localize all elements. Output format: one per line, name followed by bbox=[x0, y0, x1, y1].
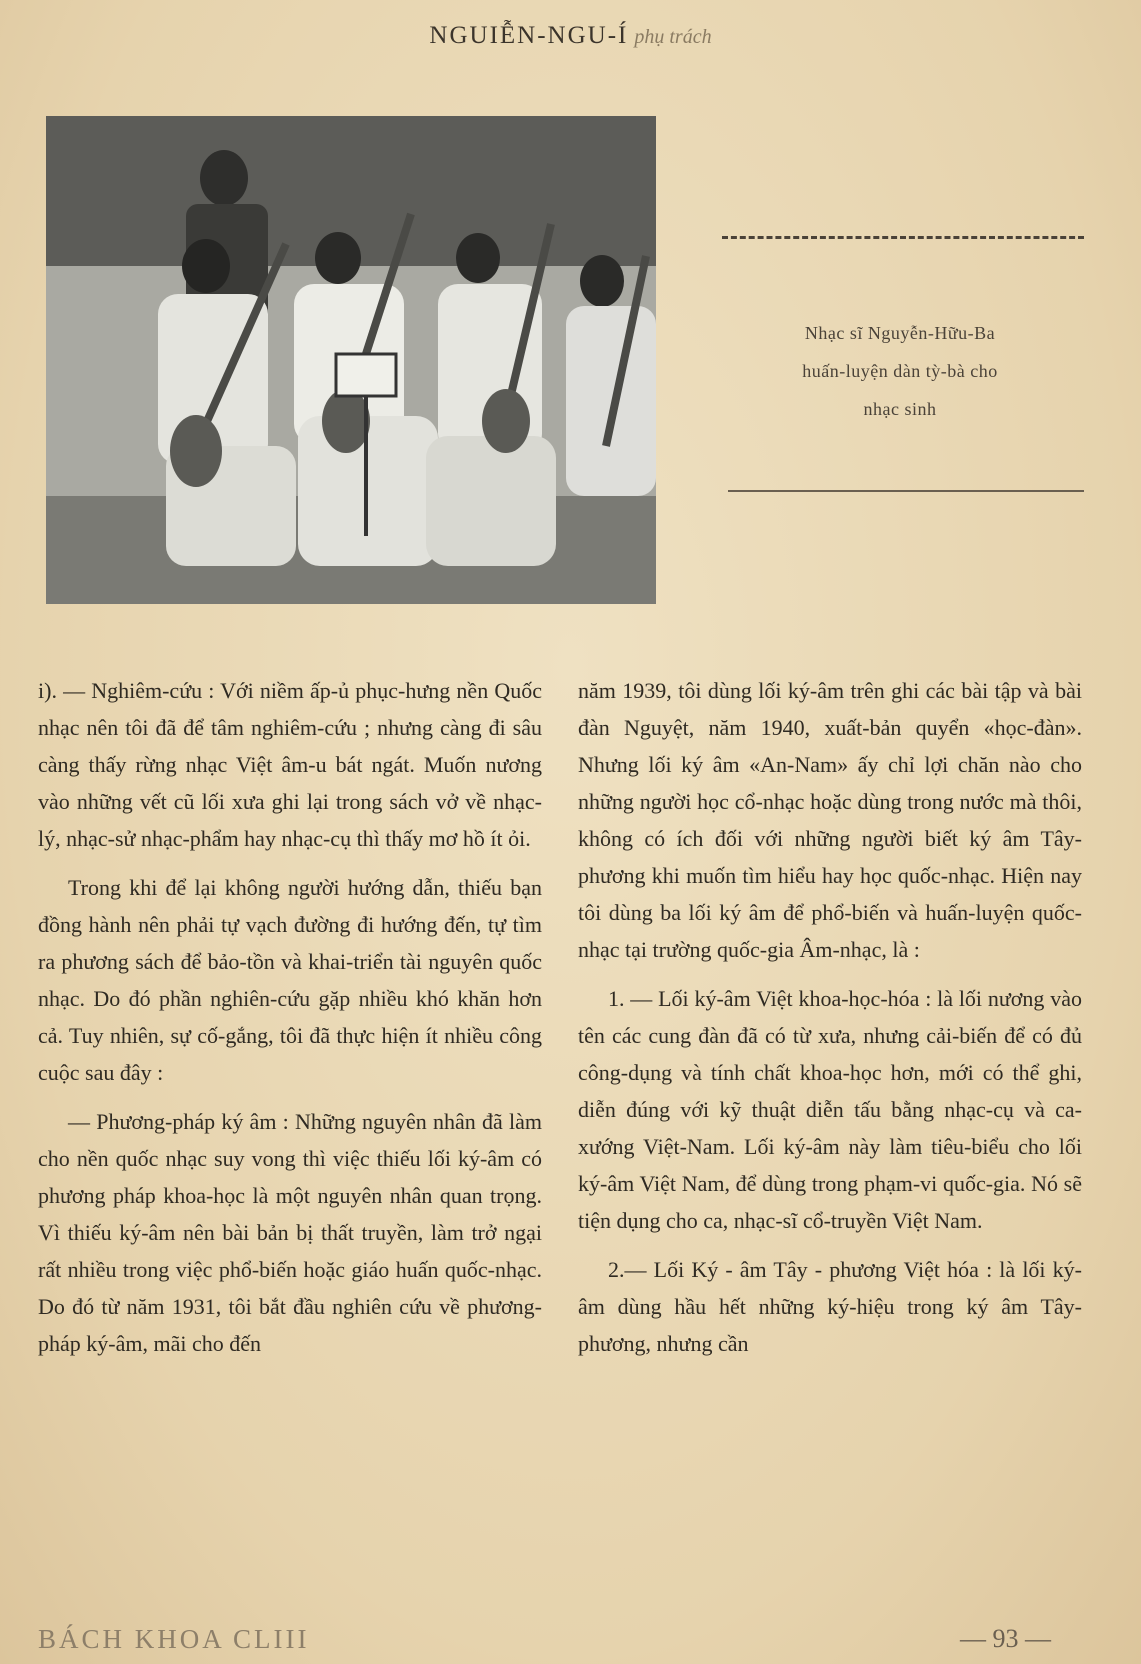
caption-box bbox=[722, 232, 1084, 494]
photo-caption bbox=[750, 314, 1050, 428]
paragraph: 1. — Lối ký-âm Việt khoa-học-hóa : là lối nương vào tên các cung đàn đã có từ xưa, nhưng cải-biến để có đủ công-dụng và tính chất khoa-học hơn, mới có thể ghi, diễn đúng với kỹ thuật diễn tấu bằng nhạc-cụ và ca-xướng Việt-Nam. Lối ký-âm này làm tiêu-biểu cho lối ký-âm Việt Nam, để dùng trong phạm-vi quốc-gia. Nó sẽ tiện dụng cho ca, nhạc-sĩ cổ-truyền Việt Nam. bbox=[578, 986, 1082, 1233]
caption-line-2: huấn-luyện dàn tỳ-bà cho bbox=[802, 361, 998, 381]
caption-line-3: nhạc sinh bbox=[863, 399, 937, 419]
photo bbox=[46, 116, 656, 604]
paragraph: — Phương-pháp ký âm : Những nguyên nhân đã làm cho nền quốc nhạc suy vong thì việc thiếu lối ký-âm có phương pháp khoa-học là một nguyên nhân quan trọng. Vì thiếu ký-âm nên bài bản bị thất truyền, làm trở ngại rất nhiều trong việc phổ-biến hoặc giáo huấn quốc-nhạc. Do đó từ năm 1931, tôi bắt đầu nghiên cứu về phương-pháp ký-âm, mãi cho đến bbox=[38, 1109, 542, 1356]
paragraph: i). — Nghiêm-cứu : Với niềm ấp-ủ phục-hưng nền Quốc nhạc nên tôi đã để tâm nghiêm-cứu ; nhưng càng đi sâu càng thấy rừng nhạc Việt âm-u bát ngát. Muốn nương vào những vết cũ lối xưa ghi lại trong sách vở về nhạc-lý, nhạc-sử nhạc-phẩm hay nhạc-cụ thì thấy mơ hồ ít ỏi. bbox=[38, 678, 542, 851]
caption-rule-bottom bbox=[728, 490, 1084, 492]
paragraph: Trong khi để lại không người hướng dẫn, thiếu bạn đồng hành nên phải tự vạch đường đi hướng đến, tự tìm ra phương sách để bảo-tồn và khai-triển tài nguyên quốc nhạc. Do đó phần nghiên-cứu gặp nhiều khó khăn hơn cả. Tuy nhiên, sự cố-gắng, tôi đã thực hiện ít nhiều công cuộc sau đây : bbox=[38, 875, 542, 1085]
right-column bbox=[578, 672, 1082, 1374]
running-title: NGUIỄN-NGU-Í bbox=[429, 22, 629, 49]
page-number: — 93 — bbox=[960, 1624, 1051, 1653]
paragraph: 2.— Lối Ký - âm Tây - phương Việt hóa : là lối ký-âm dùng hầu hết những ký-hiệu trong ký âm Tây-phương, nhưng cần bbox=[578, 1257, 1082, 1356]
photo-image bbox=[46, 116, 656, 604]
caption-line-1: Nhạc sĩ Nguyễn-Hữu-Ba bbox=[804, 323, 996, 343]
left-column bbox=[38, 672, 542, 1374]
running-head bbox=[0, 22, 1141, 50]
journal-footer: BÁCH KHOA CLIII bbox=[38, 1624, 310, 1654]
paragraph: năm 1939, tôi dùng lối ký-âm trên ghi các bài tập và bài đàn Nguyệt, năm 1940, xuất-bản quyển «học-đàn». Nhưng lối ký âm «An-Nam» ấy chỉ lợi chăn nào cho những người học cổ-nhạc hoặc dùng trong nước mà thôi, không có ích đối với những người biết ký âm Tây-phương khi muốn tìm hiểu hay học quốc-nhạc. Hiện nay tôi dùng ba lối ký âm để phổ-biến và huấn-luyện quốc-nhạc tại trường quốc-gia Âm-nhạc, là : bbox=[578, 678, 1082, 962]
running-title-sub: phụ trách bbox=[634, 26, 712, 48]
caption-rule-top bbox=[722, 236, 1084, 239]
